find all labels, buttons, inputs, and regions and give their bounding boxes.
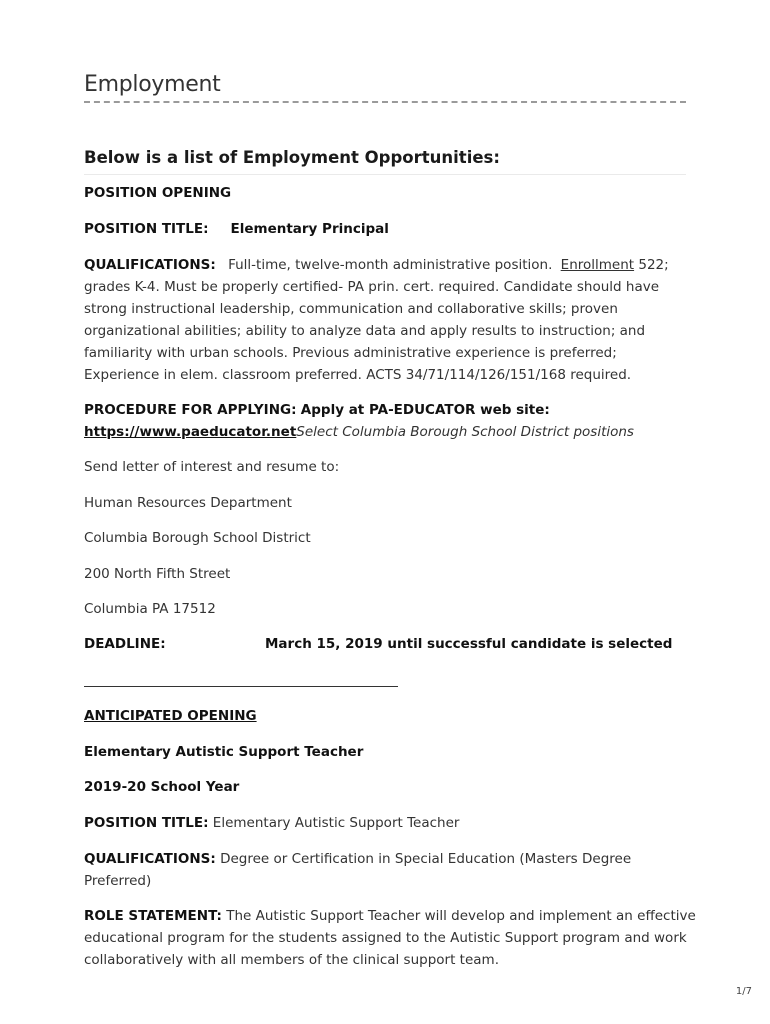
procedure-label: PROCEDURE FOR APPLYING:	[84, 402, 297, 418]
position-name: Elementary Autistic Support Teacher	[84, 744, 364, 760]
enrollment-count: 522;	[638, 257, 669, 273]
qualifications-line: grades K-4. Must be properly certified- PA prin. cert. required. Candidate should have	[84, 279, 660, 295]
anticipated-opening-label: ANTICIPATED OPENING	[84, 708, 257, 724]
position-title-value: Elementary Principal	[230, 221, 389, 237]
page-title: Employment	[84, 72, 221, 97]
school-year: 2019-20 School Year	[84, 779, 240, 795]
deadline-row	[84, 633, 672, 655]
deadline-label: DEADLINE:	[84, 636, 166, 652]
qualifications-label: QUALIFICATIONS:	[84, 257, 216, 273]
role-statement-text: The Autistic Support Teacher will develop and implement an effective	[226, 908, 696, 924]
title-divider	[84, 101, 686, 103]
qualifications-row-2	[84, 848, 631, 870]
address-line: Human Resources Department	[84, 495, 292, 511]
qualifications-text: Full-time, twelve-month administrative position.	[228, 257, 553, 273]
section-separator	[84, 686, 398, 687]
qualifications-line: organizational abilities; ability to analyze data and apply results to instruction; and	[84, 323, 646, 339]
position-opening-label: POSITION OPENING	[84, 185, 232, 201]
qualifications-line-2: Preferred)	[84, 873, 152, 889]
position-title-row-2	[84, 812, 459, 834]
qualifications-first-line	[84, 254, 669, 276]
qualifications-line: familiarity with urban schools. Previous administrative experience is preferred;	[84, 345, 617, 361]
qualifications-line: Experience in elem. classroom preferred. ACTS 34/71/114/126/151/168 required.	[84, 367, 632, 383]
role-statement-label: ROLE STATEMENT:	[84, 908, 222, 924]
position-title-row	[84, 218, 389, 240]
procedure-text: Apply at PA-EDUCATOR web site:	[300, 402, 550, 418]
paeducator-link[interactable]: https://www.paeducator.net	[84, 424, 297, 440]
role-statement-line: educational program for the students assigned to the Autistic Support program and work	[84, 930, 687, 946]
procedure-link-row	[84, 421, 634, 443]
role-statement-row	[84, 905, 696, 927]
qualifications-line: strong instructional leadership, communication and collaborative skills; proven	[84, 301, 618, 317]
enrollment-link[interactable]: Enrollment	[560, 257, 635, 273]
heading-divider	[84, 174, 686, 175]
deadline-value: March 15, 2019 until successful candidate is selected	[265, 636, 673, 652]
procedure-instructions: Select Columbia Borough School District positions	[296, 424, 634, 440]
procedure-row	[84, 399, 550, 421]
page-number: 1/7	[735, 986, 752, 997]
position-title-value-2: Elementary Autistic Support Teacher	[212, 815, 460, 831]
role-statement-line: collaboratively with all members of the clinical support team.	[84, 952, 499, 968]
section-heading: Below is a list of Employment Opportunities:	[84, 148, 500, 167]
address-line: 200 North Fifth Street	[84, 566, 231, 582]
send-instructions: Send letter of interest and resume to:	[84, 459, 340, 475]
address-line: Columbia PA 17512	[84, 601, 216, 617]
address-line: Columbia Borough School District	[84, 530, 311, 546]
position-title-label: POSITION TITLE:	[84, 221, 209, 237]
position-title-label-2: POSITION TITLE:	[84, 815, 209, 831]
qualifications-label-2: QUALIFICATIONS:	[84, 851, 216, 867]
qualifications-text-2: Degree or Certification in Special Education (Masters Degree	[220, 851, 632, 867]
